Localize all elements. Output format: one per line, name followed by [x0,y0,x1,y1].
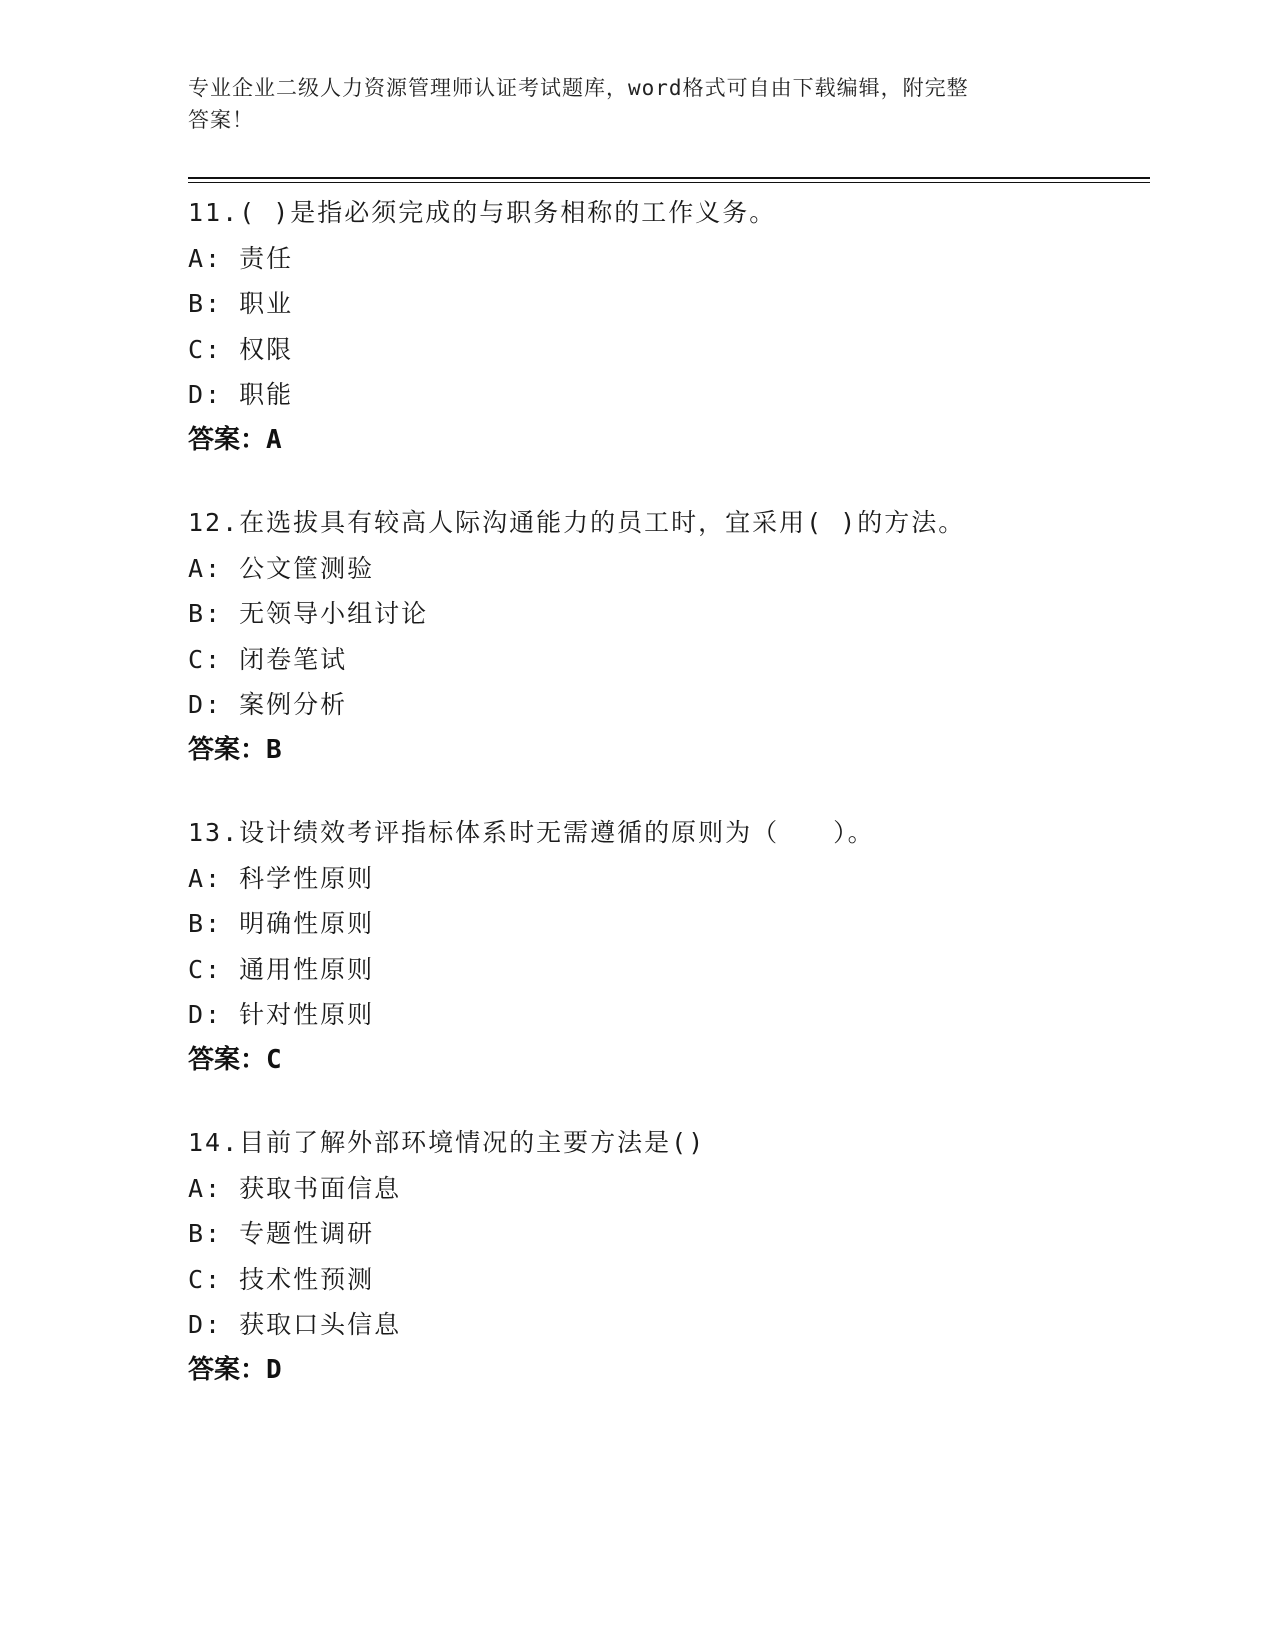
option-d: D: 案例分析 [188,690,348,719]
option-b: B: 无领导小组讨论 [188,599,429,628]
option-a: A: 获取书面信息 [188,1173,402,1203]
header-divider-thin [188,182,1150,183]
option-c: C: 技术性预测 [188,1264,375,1294]
option-a: A: 责任 [188,243,294,273]
question-stem: 14.目前了解外部环境情况的主要方法是() [188,1128,706,1157]
option-b: B: 明确性原则 [188,909,375,938]
option-d: D: 针对性原则 [188,1000,375,1029]
answer-line: 答案：D [188,1354,282,1385]
question-list [188,190,1150,1430]
question-12 [188,500,1150,773]
question-14 [188,1120,1150,1393]
question-stem: 12.在选拔具有较高人际沟通能力的员工时，宜采用( )的方法。 [188,508,966,537]
question-11 [188,190,1150,463]
question-stem: 13.设计绩效考评指标体系时无需遵循的原则为（ ）。 [188,818,875,847]
document-header [188,72,1088,136]
header-divider-thick [188,177,1150,179]
header-line-2: 答案！ [188,108,254,132]
option-a: A: 公文筐测验 [188,553,375,583]
option-a: A: 科学性原则 [188,863,375,893]
option-c: C: 权限 [188,334,294,364]
header-line-1: 专业企业二级人力资源管理师认证考试题库，word格式可自由下载编辑，附完整 [188,76,969,100]
question-stem: 11.( )是指必须完成的与职务相称的工作义务。 [188,198,777,227]
option-c: C: 闭卷笔试 [188,644,348,674]
option-d: D: 职能 [188,380,294,409]
answer-line: 答案：C [188,1044,282,1075]
option-b: B: 职业 [188,289,294,318]
question-13 [188,810,1150,1083]
option-c: C: 通用性原则 [188,954,375,984]
option-b: B: 专题性调研 [188,1219,375,1248]
answer-line: 答案：A [188,424,282,455]
option-d: D: 获取口头信息 [188,1310,402,1339]
answer-line: 答案：B [188,734,282,765]
